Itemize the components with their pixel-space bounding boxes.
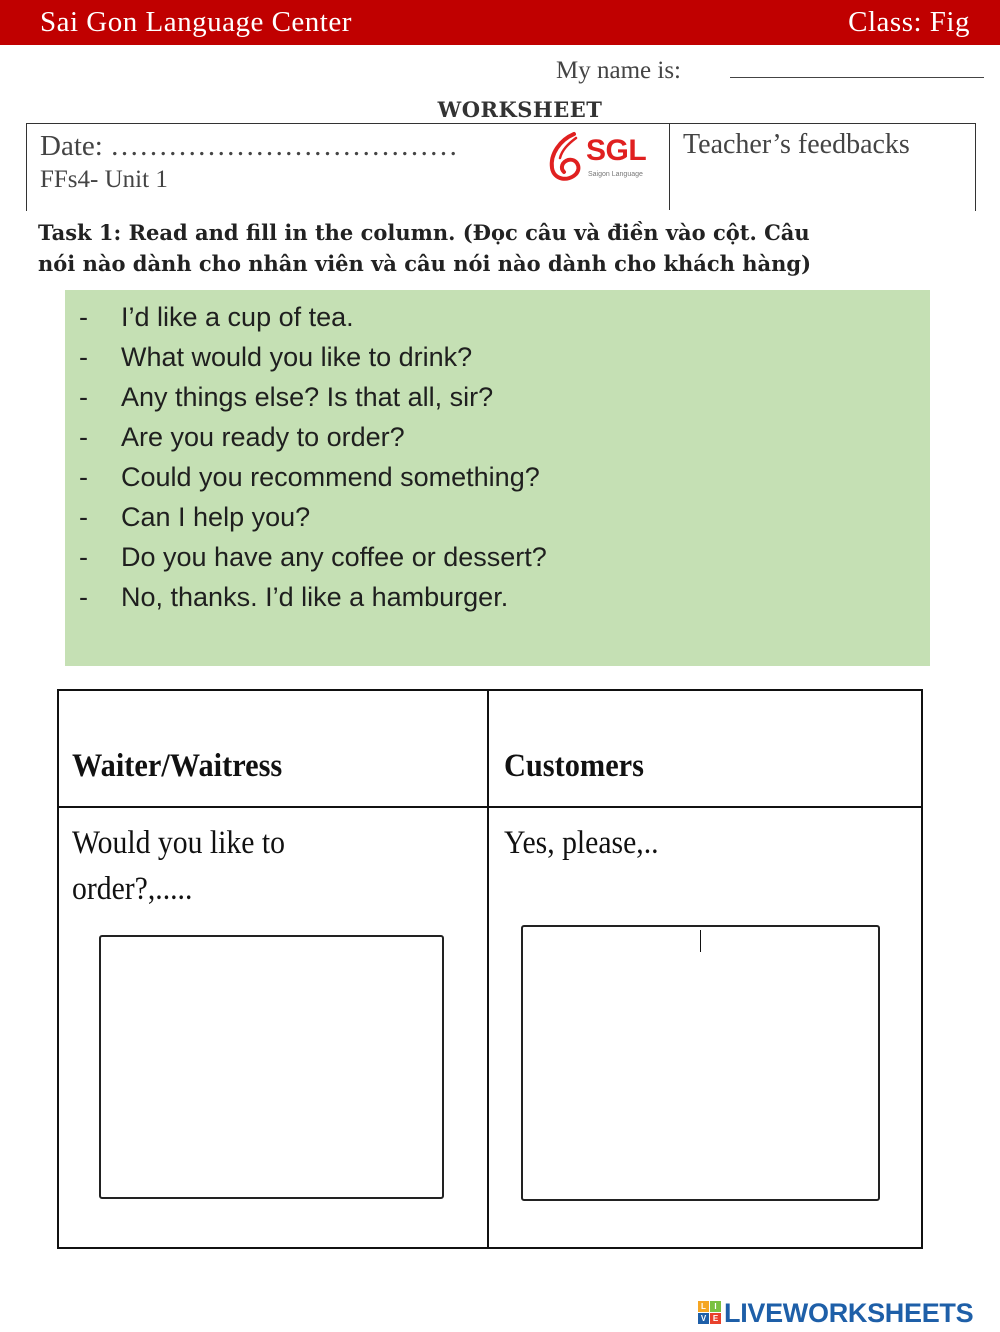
sgl-logo (546, 130, 656, 185)
sentence-item[interactable]: - No, thanks. I’d like a hamburger. (79, 582, 509, 612)
info-divider (669, 123, 670, 210)
header-bar (0, 0, 1000, 45)
customers-column-header: Customers (504, 748, 644, 784)
brand-text: LIVEWORKSHEETS (724, 1297, 974, 1328)
unit-label (40, 166, 168, 194)
liveworksheets-brand[interactable] (698, 1298, 973, 1328)
worksheet-title: WORKSHEET (437, 97, 603, 122)
sentence-item[interactable]: - Can I help you? (79, 502, 311, 532)
name-label: My name is: (556, 57, 681, 84)
waiter-example: Would you like to order?,..... (72, 825, 285, 907)
task-line-2: nói nào dành cho nhân viên và câu nói nào dành cho khách hàng) (38, 251, 812, 276)
table-column-divider (487, 689, 489, 1249)
customer-drop-box[interactable] (521, 925, 880, 1201)
task-instruction (38, 217, 938, 279)
unit-name: Unit 1 (104, 166, 168, 193)
task-line-1: Task 1: Read and fill in the column. (Đọc câu và điền vào cột. Câu (38, 220, 810, 245)
sentence-item[interactable]: - Could you recommend something? (79, 462, 540, 492)
table-header-divider (57, 806, 923, 808)
customer-example: Yes, please,.. (504, 825, 659, 861)
logo-text: SGL (586, 134, 647, 167)
sgl-swoosh-icon (546, 130, 586, 185)
unit-code: FFs4- (40, 166, 99, 193)
class-label: Class: Fig (848, 6, 970, 38)
text-cursor (700, 930, 701, 952)
logo-subtext: Saigon Language (588, 171, 643, 178)
sentence-list (79, 297, 547, 617)
teacher-feedback-label: Teacher’s feedbacks (683, 129, 910, 160)
center-name: Sai Gon Language Center (40, 6, 352, 38)
waiter-column-header: Waiter/Waitress (72, 748, 283, 784)
waiter-drop-box[interactable] (99, 935, 444, 1199)
liveworksheets-logo-icon: L I V E (698, 1301, 722, 1325)
date-label: Date: ……………………………… (40, 130, 459, 162)
sentence-item[interactable]: - I’d like a cup of tea. (79, 302, 354, 332)
sentence-item[interactable]: - Any things else? Is that all, sir? (79, 382, 494, 412)
sentence-bank (65, 290, 930, 666)
sentence-item[interactable]: - Do you have any coffee or dessert? (79, 542, 547, 572)
name-input-line[interactable] (730, 77, 984, 78)
sentence-item[interactable]: - What would you like to drink? (79, 342, 473, 372)
sentence-item[interactable]: - Are you ready to order? (79, 422, 405, 452)
